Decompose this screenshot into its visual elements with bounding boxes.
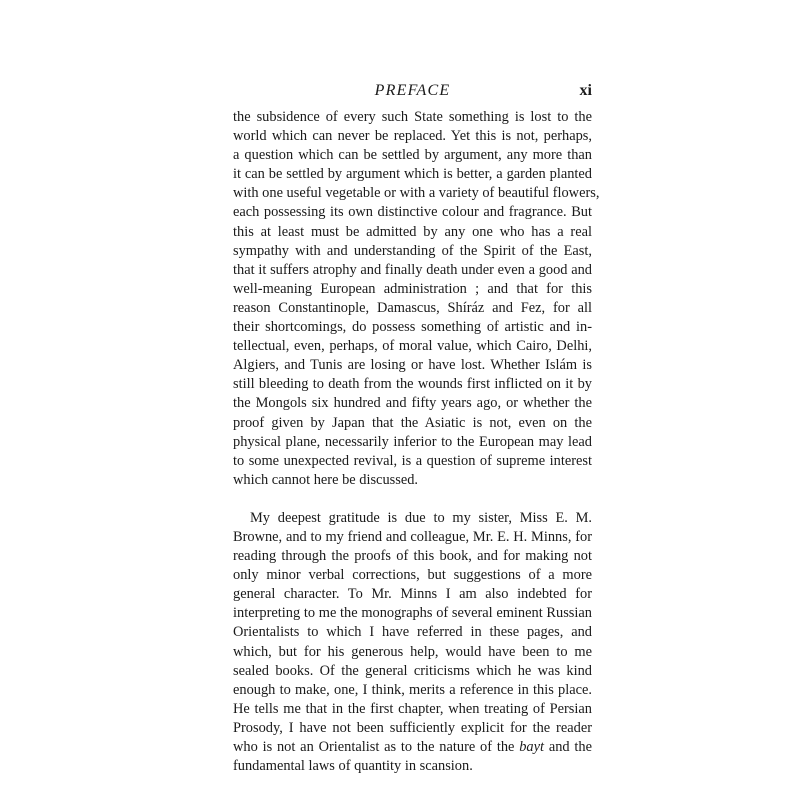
text-line: to some unexpected revival, is a question of supreme interest [233,452,592,469]
text-line: Algiers, and Tunis are losing or have lost. Whether Islám is [233,357,592,374]
text-line: general character. To Mr. Minns I am also indebted for [233,586,592,603]
paragraph-1 [233,108,600,490]
text-line: interpreting to me the monographs of several eminent Russian [233,605,592,622]
text-line: which cannot here be discussed. [233,471,419,488]
text-line: Browne, and to my friend and colleague, Mr. E. H. Minns, for [233,528,592,545]
text-line: Prosody, I have not been sufficiently explicit for the reader [233,719,592,736]
text-line: that it suffers atrophy and finally death under even a good and [233,261,592,278]
text-line-with-italic [233,738,592,757]
text-line: it can be settled by argument which is better, a garden planted [233,166,592,183]
text-line: sealed books. Of the general criticisms which he was kind [233,662,592,679]
text-line: enough to make, one, I think, merits a reference in this place. [233,681,592,698]
text-line: fundamental laws of quantity in scansion. [233,758,473,775]
running-title: PREFACE [374,82,451,99]
text-line: only minor verbal corrections, but suggestions of a more [233,567,592,584]
text-line: each possessing its own distinctive colour and fragrance. But [233,204,592,221]
text-line: tellectual, even, perhaps, of moral value, which Cairo, Delhi, [233,338,592,355]
text-fragment: who is not an Orientalist as to the nature of the [233,739,520,755]
text-line: reading through the proofs of this book, and for making not [233,548,592,565]
text-line: still bleeding to death from the wounds first inflicted on it by [233,376,592,393]
text-line: Orientalists to which I have referred in these pages, and [233,624,592,641]
text-line: He tells me that in the first chapter, when treating of Persian [233,700,592,717]
text-line: which, but for his generous help, would have been to me [233,643,592,660]
text-line: proof given by Japan that the Asiatic is not, even on the [233,414,592,431]
text-line: with one useful vegetable or with a variety of beautiful flowers, [233,185,600,202]
text-line: this at least must be admitted by any one who has a real [233,223,592,240]
book-page [233,82,600,776]
text-fragment: and the [544,739,592,755]
text-line: the Mongols six hundred and fifty years ago, or whether the [233,395,592,412]
text-line: well-meaning European administration ; and that for this [233,280,592,297]
paragraph-2 [233,509,592,776]
text-line: their shortcomings, do possess something of artistic and in- [233,319,592,336]
text-line: sympathy with and understanding of the Spirit of the East, [233,242,592,259]
text-line: the subsidence of every such State something is lost to the [233,109,592,125]
text-line: world which can never be replaced. Yet this is not, perhaps, [233,128,592,145]
text-line: My deepest gratitude is due to my sister, Miss E. M. [250,509,592,526]
text-line: a question which can be settled by argument, any more than [233,147,592,164]
paragraph-gap [233,490,592,509]
text-line: physical plane, necessarily inferior to the European may lead [233,433,592,450]
page-number: xi [579,82,592,99]
running-head [233,82,592,108]
italic-term-bayt: bayt [519,739,545,755]
text-line: reason Constantinople, Damascus, Shíráz and Fez, for all [233,299,592,316]
